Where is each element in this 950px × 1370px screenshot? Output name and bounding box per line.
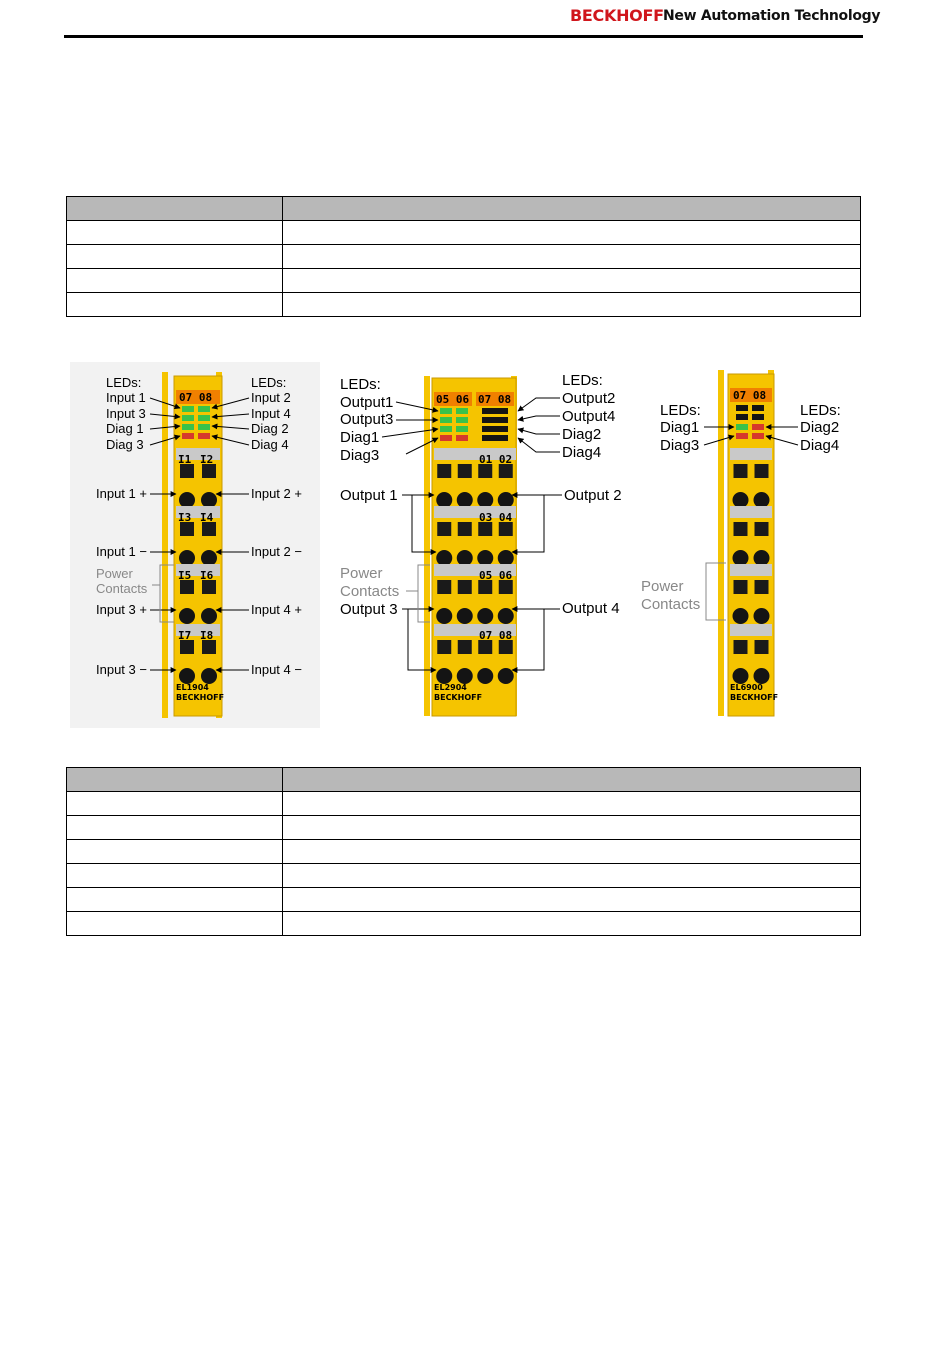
connection-point — [201, 492, 217, 508]
el1904-label-input4: Input 4 — [251, 406, 291, 421]
connection-point — [457, 492, 473, 508]
led-output2 — [456, 408, 468, 414]
table-cell — [283, 792, 861, 816]
terminal-i8: I8 — [200, 629, 214, 642]
spring-opening — [202, 464, 216, 478]
el2904-label-output2: Output2 — [562, 390, 616, 407]
table-cell — [67, 792, 283, 816]
el2904-leds-right-title: LEDs: — [562, 372, 603, 389]
table-cell — [283, 912, 861, 936]
spring-opening — [734, 522, 748, 536]
el2904-label-diag1: Diag1 — [340, 429, 380, 446]
led-diag1 — [182, 424, 194, 430]
spring-opening — [499, 640, 513, 654]
el6900-top-label: 07 08 — [733, 389, 767, 402]
table-cell — [283, 269, 861, 293]
terminal-i4: I4 — [200, 511, 214, 524]
table-cell — [67, 912, 283, 936]
el6900-leds-right-title: LEDs: — [800, 402, 841, 419]
modules-diagram — [66, 360, 856, 730]
table-2 — [66, 767, 861, 936]
el6900-label-diag3: Diag3 — [660, 437, 700, 454]
page-header — [0, 0, 950, 40]
spring-opening — [458, 464, 472, 478]
spring-opening — [180, 640, 194, 654]
led-output4 — [456, 417, 468, 423]
el1904-brand-label: BECKHOFF — [176, 693, 225, 702]
led-diag4 — [198, 433, 210, 439]
connection-point — [498, 668, 514, 684]
terminal-strip — [730, 624, 772, 636]
connection-point — [498, 492, 514, 508]
connection-point — [733, 492, 749, 508]
connection-point — [436, 492, 452, 508]
terminal-i5: I5 — [178, 569, 192, 582]
led-diag4 — [456, 435, 468, 441]
spring-opening — [202, 640, 216, 654]
table-cell — [67, 293, 283, 317]
spring-opening — [499, 580, 513, 594]
table-cell — [283, 221, 861, 245]
el1904-label-diag1: Diag 1 — [106, 421, 144, 436]
table-cell — [283, 816, 861, 840]
table-row — [67, 293, 861, 317]
el2904-top-left-label: 05 06 — [436, 393, 470, 406]
el6900-module — [718, 370, 778, 716]
table-row — [67, 912, 861, 936]
led-diag3 — [736, 433, 748, 439]
header-cell — [67, 197, 283, 221]
el2904-label-power: Power — [340, 565, 383, 582]
connection-point — [754, 492, 770, 508]
el2904-brand-label: BECKHOFF — [434, 693, 483, 702]
connection-point — [201, 550, 217, 566]
table-header-row — [67, 768, 861, 792]
brand-logo: BECKHOFF — [570, 6, 664, 25]
header-cell — [283, 768, 861, 792]
connection-point — [477, 668, 493, 684]
connection-point — [733, 608, 749, 624]
spring-opening — [755, 464, 769, 478]
header-cell — [67, 768, 283, 792]
led-diag2 — [752, 424, 764, 430]
spring-opening — [180, 580, 194, 594]
connection-point — [754, 668, 770, 684]
connection-point — [179, 668, 195, 684]
el6900-label-diag4: Diag4 — [800, 437, 840, 454]
header-rule — [64, 35, 863, 38]
el6900-label-diag2: Diag2 — [800, 419, 840, 436]
terminal-modules-figure — [66, 360, 856, 730]
el1904-label-input2-minus: Input 2 − — [251, 544, 302, 559]
spring-opening — [437, 522, 451, 536]
table-cell — [283, 888, 861, 912]
connection-point — [477, 550, 493, 566]
el1904-label-input1: Input 1 — [106, 390, 146, 405]
el2904-leds-left-title: LEDs: — [340, 376, 381, 393]
led-input3 — [182, 415, 194, 421]
el2904-label-output-2: Output 2 — [564, 487, 622, 504]
connection-point — [436, 550, 452, 566]
table-cell — [67, 840, 283, 864]
spring-opening — [458, 580, 472, 594]
table-cell — [283, 245, 861, 269]
connection-point — [477, 608, 493, 624]
el1904-leds-left-title: LEDs: — [106, 375, 142, 390]
spring-opening — [202, 580, 216, 594]
connection-point — [436, 608, 452, 624]
el2904-module — [424, 376, 517, 716]
el2904-terminal-07-08: 07 08 — [479, 629, 513, 642]
el2904-label-contacts: Contacts — [340, 583, 400, 600]
connection-point — [436, 668, 452, 684]
el1904-label-contacts: Contacts — [96, 581, 148, 596]
el1904-model-label: EL1904 — [176, 683, 209, 692]
spring-opening — [478, 464, 492, 478]
spring-opening — [478, 580, 492, 594]
terminal-i6: I6 — [200, 569, 214, 582]
el2904-model-label: EL2904 — [434, 683, 467, 692]
spring-opening — [180, 522, 194, 536]
table-row — [67, 840, 861, 864]
table-row — [67, 245, 861, 269]
table-cell — [67, 221, 283, 245]
table-cell — [283, 864, 861, 888]
led-input1 — [182, 406, 194, 412]
el2904-label-diag4: Diag4 — [562, 444, 602, 461]
el1904-label-diag2: Diag 2 — [251, 421, 289, 436]
terminal-i3: I3 — [178, 511, 192, 524]
spring-opening — [180, 464, 194, 478]
led-input2 — [198, 406, 210, 412]
el2904-terminal-01-02: 01 02 — [479, 453, 513, 466]
el1904-label-input4-plus: Input 4 + — [251, 602, 302, 617]
spring-opening — [499, 522, 513, 536]
connection-point — [201, 608, 217, 624]
table-cell — [67, 888, 283, 912]
connection-point — [179, 492, 195, 508]
connection-point — [201, 668, 217, 684]
led-diag3 — [182, 433, 194, 439]
el2904-label-diag3: Diag3 — [340, 447, 380, 464]
terminal-strip — [730, 506, 772, 518]
table-1 — [66, 196, 861, 317]
el1904-label-input3: Input 3 — [106, 406, 146, 421]
table-row — [67, 221, 861, 245]
connection-point — [733, 668, 749, 684]
el1904-label-diag3: Diag 3 — [106, 437, 144, 452]
table-cell — [283, 840, 861, 864]
spring-opening — [755, 640, 769, 654]
el1904-label-input1-plus: Input 1 + — [96, 486, 147, 501]
led-diag1 — [736, 424, 748, 430]
led-diag2 — [456, 426, 468, 432]
el2904-label-output-1: Output 1 — [340, 487, 398, 504]
el1904-label-input2-plus: Input 2 + — [251, 486, 302, 501]
terminal-i1: I1 — [178, 453, 192, 466]
spring-opening — [202, 522, 216, 536]
el1904-label-input1-minus: Input 1 − — [96, 544, 147, 559]
table-header-row — [67, 197, 861, 221]
connection-point — [457, 668, 473, 684]
brand-tagline: New Automation Technology — [663, 8, 881, 24]
spring-opening — [437, 464, 451, 478]
spring-opening — [755, 522, 769, 536]
connection-point — [754, 608, 770, 624]
spring-opening — [478, 522, 492, 536]
connection-point — [498, 608, 514, 624]
el6900-label-contacts: Contacts — [641, 596, 701, 613]
led-output3 — [440, 417, 452, 423]
led-output1 — [440, 408, 452, 414]
el1904-label-input2: Input 2 — [251, 390, 291, 405]
spring-opening — [734, 464, 748, 478]
spring-opening — [755, 580, 769, 594]
led-diag2 — [198, 424, 210, 430]
table-cell — [67, 245, 283, 269]
el2904-top-right-label: 07 08 — [478, 393, 512, 406]
led-input4 — [198, 415, 210, 421]
table-cell — [67, 816, 283, 840]
led-diag4 — [752, 433, 764, 439]
led-diag3 — [440, 435, 452, 441]
table-cell — [67, 269, 283, 293]
connection-point — [457, 550, 473, 566]
connection-point — [733, 550, 749, 566]
el1904-leds-right-title: LEDs: — [251, 375, 287, 390]
el1904-label-input4-minus: Input 4 − — [251, 662, 302, 677]
terminal-strip — [730, 564, 772, 576]
connection-point — [179, 608, 195, 624]
terminal-strip — [730, 448, 772, 460]
el2904-label-output-3: Output 3 — [340, 601, 398, 618]
el2904-terminal-03-04: 03 04 — [479, 511, 513, 524]
el1904-label-diag4: Diag 4 — [251, 437, 289, 452]
spring-opening — [437, 640, 451, 654]
terminal-i2: I2 — [200, 453, 214, 466]
el2904-terminal-05-06: 05 06 — [479, 569, 513, 582]
table-row — [67, 269, 861, 293]
el6900-leds-left-title: LEDs: — [660, 402, 701, 419]
el1904-label-input3-minus: Input 3 − — [96, 662, 147, 677]
terminal-i7: I7 — [178, 629, 192, 642]
el1904-label-power: Power — [96, 566, 133, 581]
el1904-label-input3-plus: Input 3 + — [96, 602, 147, 617]
connection-point — [457, 608, 473, 624]
el1904-top-label: 07 08 — [179, 391, 213, 404]
connection-point — [498, 550, 514, 566]
table-row — [67, 864, 861, 888]
led-diag1 — [440, 426, 452, 432]
spring-opening — [458, 640, 472, 654]
table-cell — [67, 864, 283, 888]
el2904-label-output-4: Output 4 — [562, 600, 620, 617]
connection-point — [179, 550, 195, 566]
connection-point — [754, 550, 770, 566]
el6900-model-label: EL6900 — [730, 683, 763, 692]
table-row — [67, 816, 861, 840]
el2904-label-output1: Output1 — [340, 394, 394, 411]
el6900-label-power: Power — [641, 578, 684, 595]
spring-opening — [499, 464, 513, 478]
spring-opening — [734, 640, 748, 654]
el6900-label-diag1: Diag1 — [660, 419, 700, 436]
table-row — [67, 792, 861, 816]
table-cell — [283, 293, 861, 317]
header-cell — [283, 197, 861, 221]
connection-point — [477, 492, 493, 508]
spring-opening — [458, 522, 472, 536]
spring-opening — [734, 580, 748, 594]
el2904-label-output4: Output4 — [562, 408, 616, 425]
spring-opening — [437, 580, 451, 594]
spring-opening — [478, 640, 492, 654]
el2904-label-diag2: Diag2 — [562, 426, 602, 443]
table-row — [67, 888, 861, 912]
el6900-brand-label: BECKHOFF — [730, 693, 779, 702]
el2904-label-output3: Output3 — [340, 411, 394, 428]
